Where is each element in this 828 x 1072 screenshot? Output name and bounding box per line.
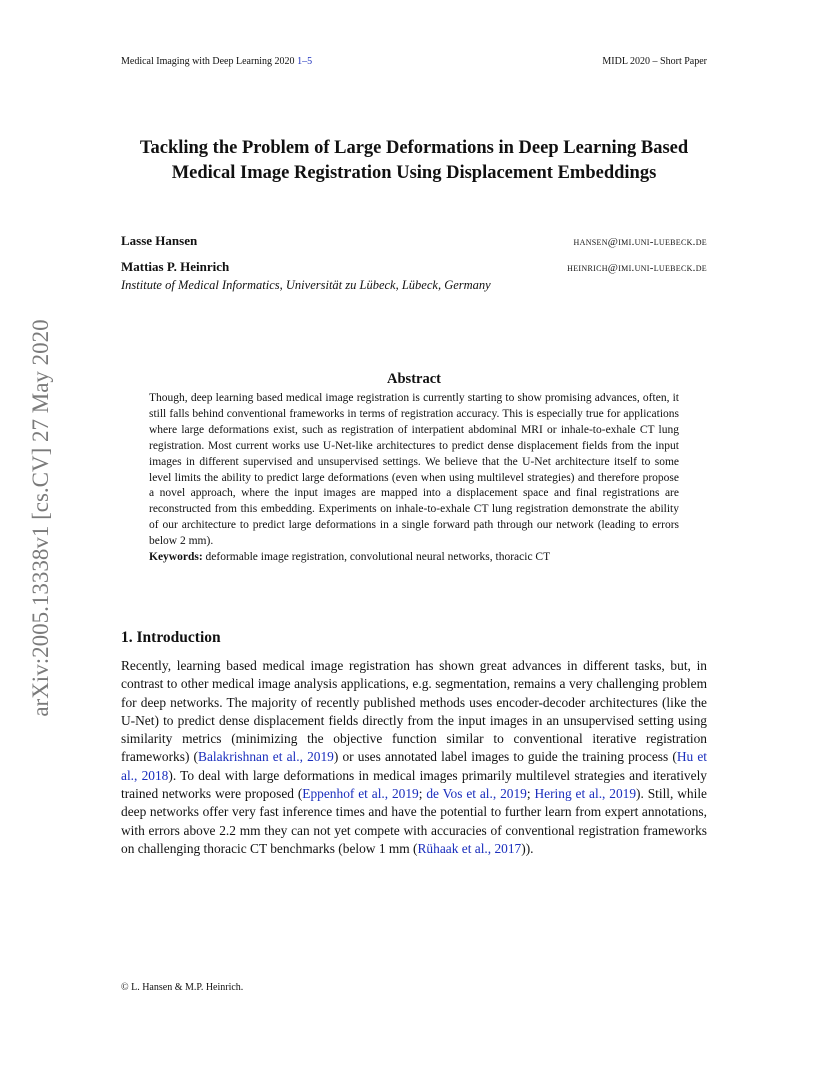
citation-link[interactable]: Hering et al., 2019 (534, 786, 637, 802)
citation-link[interactable]: Hu et al., 2018 (121, 749, 707, 783)
author-row-2 (121, 259, 707, 275)
running-header-right: MIDL 2020 – Short Paper (602, 56, 707, 67)
author-name: Mattias P. Heinrich (121, 259, 230, 274)
author-row-1 (121, 233, 707, 249)
citation-link[interactable]: de Vos et al., 2019 (426, 786, 527, 802)
page-range-link[interactable]: 1–5 (297, 56, 313, 67)
keywords-text: deformable image registration, convolutional neural networks, thoracic CT (205, 551, 551, 564)
citation-link[interactable]: Rühaak et al., 2017 (417, 840, 522, 856)
citation-link[interactable]: Eppenhof et al., 2019 (302, 786, 419, 802)
author-email[interactable]: heinrich@imi.uni-luebeck.de (567, 262, 707, 274)
paper-title: Tackling the Problem of Large Deformations in Deep Learning Based Medical Image Registration Using Displacement Embeddings (139, 138, 689, 183)
intro-text: ). To deal with large deformations in medical images primarily multilevel strategies and iteratively trained networks were proposed ( (121, 767, 707, 802)
intro-text: ). Still, while deep networks offer very fast inference times and have the potential to further learn from expert annotations, with errors above 2.2 mm they can not yet compete with accuracies of conventional registration frameworks on challenging thoracic CT benchmarks (below 1 mm ( (121, 786, 707, 856)
intro-text: Recently, learning based medical image registration has shown great advances in different tasks, but, in contrast to other medical image analysis applications, e.g. segmentation, remains a very challenging problem for deep networks. The majority of recently published methods uses encoder-decoder architectures (like the U-Net) to predict dense displacement fields directly from the input images in an unsupervised setting using similarity metrics (minimizing the objective function similar to conventional iterative registration frameworks) ( (121, 658, 707, 765)
copyright-footer: © L. Hansen & M.P. Heinrich. (121, 982, 244, 993)
citation-separator: ; (418, 786, 427, 802)
introduction-paragraph (121, 657, 707, 858)
author-email[interactable]: hansen@imi.uni-luebeck.de (573, 236, 707, 248)
author-name: Lasse Hansen (121, 233, 198, 248)
affiliation: Institute of Medical Informatics, Universität zu Lübeck, Lübeck, Germany (121, 278, 491, 292)
keywords-label: Keywords: (149, 551, 203, 564)
section-heading-introduction: 1. Introduction (121, 629, 221, 646)
abstract-heading: Abstract (387, 371, 441, 387)
venue-text: Medical Imaging with Deep Learning 2020 (121, 56, 295, 67)
running-header-left (121, 56, 312, 67)
abstract-text: Though, deep learning based medical image registration is currently starting to show promising advances, often, it still falls behind conventional frameworks in terms of registration accuracy. This is especially true for applications where large deformations exist, such as registration of interpatient abdominal MRI or inhale-to-exhale CT lung registration. Most current works use U-Net-like architectures to predict dense displacement fields from the input images in different supervised and unsupervised settings. We believe that the U-Net architecture itself to some level limits the ability to predict large deformations (even when using multilevel strategies) and therefore propose a novel approach, where the input images are mapped into a displacement space and final registrations are reconstructed from this embedding. Experiments on inhale-to-exhale CT lung registration demonstrate the ability of our architecture to predict large deformations in a single forward path through our network (leading to errors below 2 mm). (149, 392, 679, 548)
abstract-body (149, 391, 679, 566)
citation-separator: ; (526, 786, 535, 802)
intro-text: ) or uses annotated label images to guide the training process ( (333, 749, 677, 765)
intro-text: )). (521, 840, 534, 856)
citation-link[interactable]: Balakrishnan et al., 2019 (198, 749, 334, 765)
arxiv-identifier-sidebar: arXiv:2005.13338v1 [cs.CV] 27 May 2020 (28, 319, 53, 717)
